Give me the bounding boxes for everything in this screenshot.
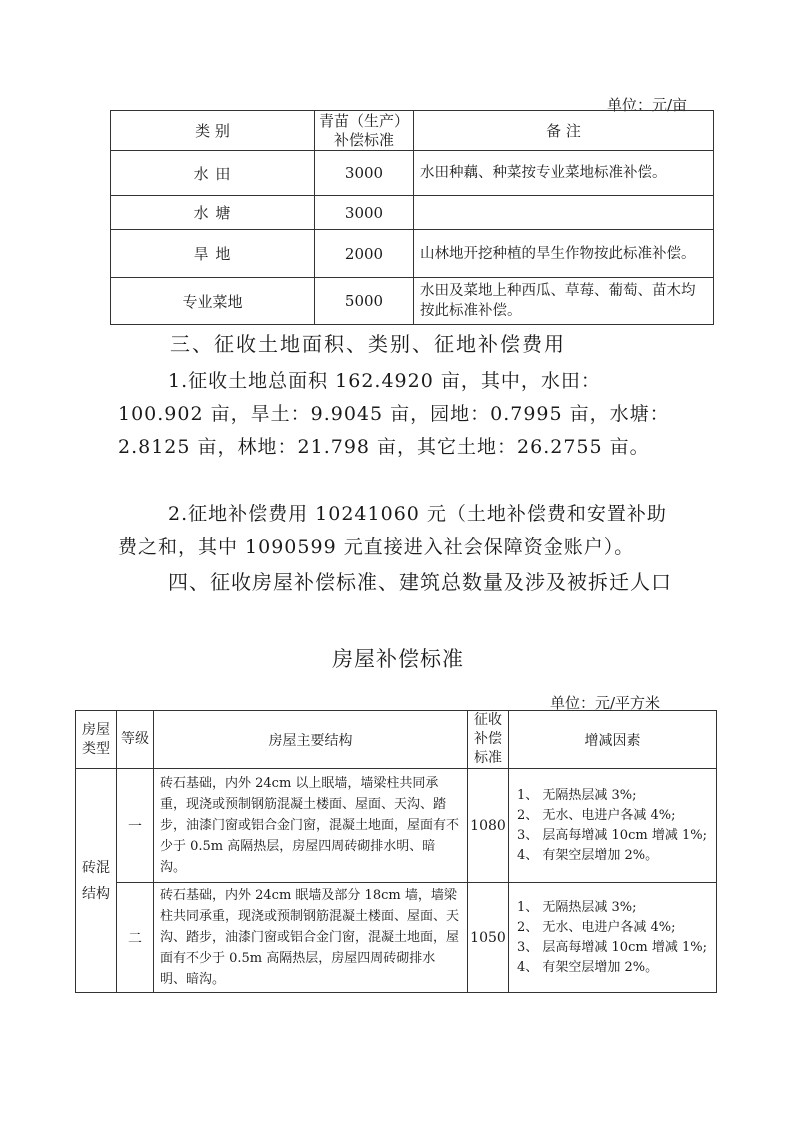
header-standard: 青苗（生产）补偿标准 — [315, 111, 414, 151]
section3-heading: 三、征收土地面积、类别、征地补偿费用 — [170, 332, 566, 356]
table-row — [111, 278, 714, 325]
table1-unit: 单位：元/亩 — [607, 96, 688, 114]
row-standard: 1080 — [468, 769, 509, 883]
factor-item: 1、 无隔热层减 3%; — [517, 787, 637, 803]
factor-item: 2、 无水、电进户各减 4%; — [517, 807, 676, 823]
header-structure: 房屋主要结构 — [154, 711, 468, 769]
section4-heading: 四、征收房屋补偿标准、建筑总数量及涉及被拆迁人口 — [168, 570, 672, 594]
house-type-cell: 砖混结构 — [76, 769, 117, 993]
section3-paragraph-2: 2.征地补偿费用 10241060 元（土地补偿费和安置补助费之和，其中 1090599 元直接进入社会保障资金账户）。 — [118, 503, 667, 558]
row-category: 水 塘 — [111, 196, 315, 230]
row-factors — [509, 769, 717, 883]
factor-item: 2、 无水、电进户各减 4%; — [517, 919, 676, 935]
row-notes — [414, 196, 714, 230]
row-standard: 5000 — [315, 278, 414, 325]
row-category: 水 田 — [111, 151, 315, 196]
factor-item: 4、 有架空层增加 2%。 — [517, 847, 659, 863]
table-row — [76, 769, 717, 883]
table2-unit: 单位：元/平方米 — [550, 694, 661, 712]
row-standard: 3000 — [315, 151, 414, 196]
header-factors: 增减因素 — [509, 711, 717, 769]
table-row — [111, 230, 714, 278]
header-category: 类 别 — [111, 111, 315, 151]
row-factors — [509, 883, 717, 993]
table2-title: 房屋补偿标准 — [332, 647, 464, 671]
row-standard: 3000 — [315, 196, 414, 230]
factor-item: 3、 层高每增减 10cm 增减 1%; — [517, 827, 707, 843]
row-structure: 砖石基础，内外 24cm 以上眠墙，墙梁柱共同承重，现浇或预制钢筋混凝土楼面、屋面、天沟、踏步，油漆门窗或铝合金门窗，混凝土地面，屋面有不少于 0.5m 高隔热层，房屋四周砖砌排水明、暗沟。 — [154, 769, 468, 883]
row-notes: 水田种藕、种菜按专业菜地标准补偿。 — [414, 151, 714, 196]
row-standard: 1050 — [468, 883, 509, 993]
row-structure: 砖石基础，内外 24cm 眠墙及部分 18cm 墙，墙梁柱共同承重，现浇或预制钢筋混凝土楼面、屋面、天沟、踏步，油漆门窗或铝合金门窗，混凝土地面，屋面有不少于 0.5m 高隔热层，房屋四周砖砌排水明、暗沟。 — [154, 883, 468, 993]
row-notes: 水田及菜地上种西瓜、草莓、葡萄、苗木均按此标准补偿。 — [414, 278, 714, 325]
table-row — [76, 883, 717, 993]
row-grade: 一 — [117, 769, 154, 883]
table-row — [111, 151, 714, 196]
table-header-row — [111, 111, 714, 151]
table-header-row — [76, 711, 717, 769]
header-type: 房屋类型 — [76, 711, 117, 769]
row-category: 旱 地 — [111, 230, 315, 278]
header-standard: 征收补偿标准 — [468, 711, 509, 769]
row-grade: 二 — [117, 883, 154, 993]
factor-item: 3、 层高每增减 10cm 增减 1%; — [517, 939, 707, 955]
factor-item: 1、 无隔热层减 3%; — [517, 899, 637, 915]
row-standard: 2000 — [315, 230, 414, 278]
row-category: 专业菜地 — [111, 278, 315, 325]
house-compensation-table — [75, 710, 717, 993]
table-row — [111, 196, 714, 230]
green-crop-compensation-table — [110, 110, 714, 325]
header-notes: 备 注 — [414, 111, 714, 151]
header-grade: 等级 — [117, 711, 154, 769]
row-notes: 山林地开挖种植的旱生作物按此标准补偿。 — [414, 230, 714, 278]
factor-item: 4、 有架空层增加 2%。 — [517, 959, 659, 975]
section3-paragraph-1: 1.征收土地总面积 162.4920 亩，其中，水田：100.902 亩，旱土：9.9045 亩，园地：0.7995 亩，水塘：2.8125 亩，林地：21.798 亩，其它土地：26.2755 亩。 — [118, 370, 670, 458]
